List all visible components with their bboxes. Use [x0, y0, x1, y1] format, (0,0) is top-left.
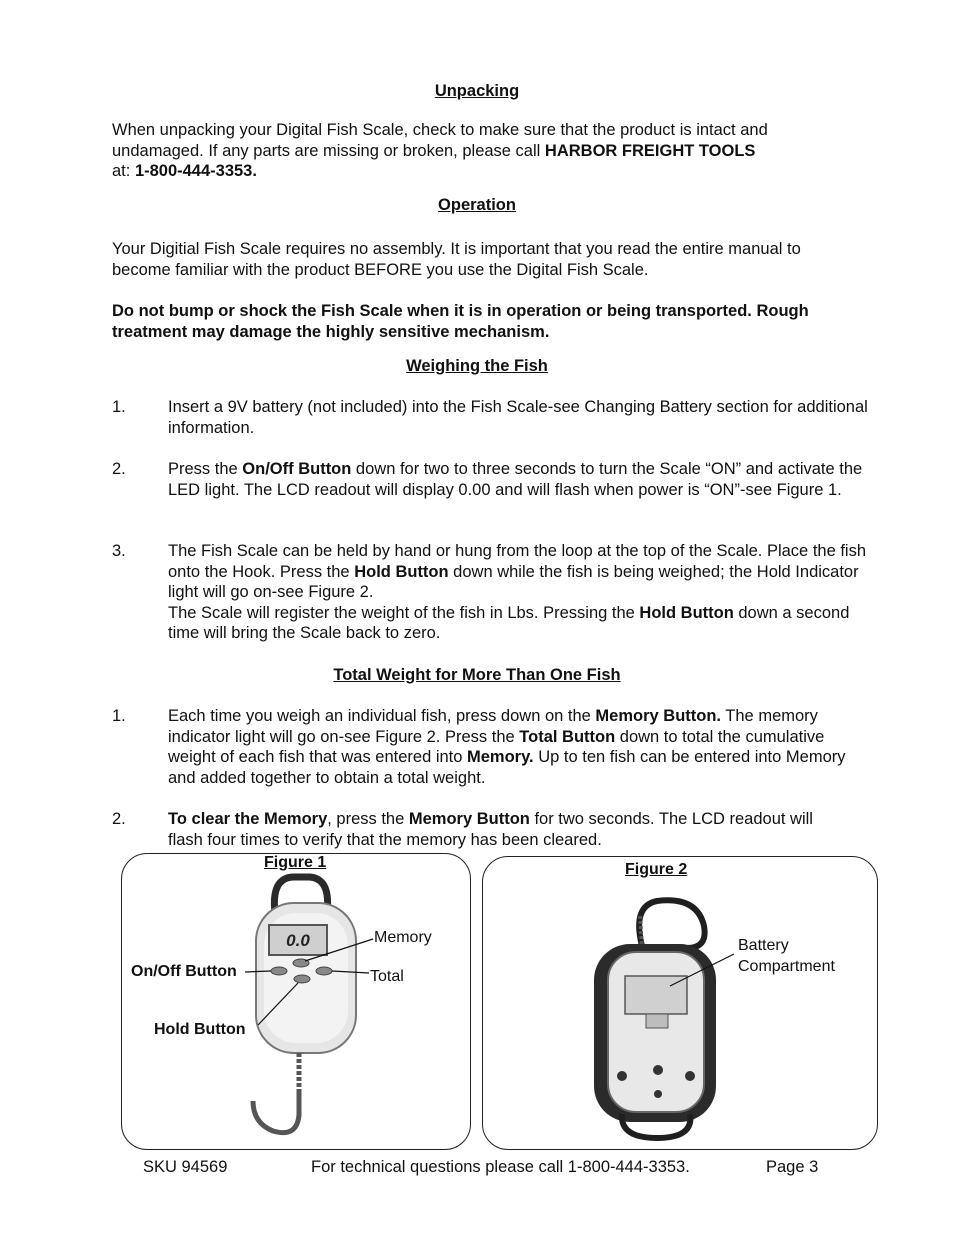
- total-step2-text: [168, 809, 828, 850]
- screw-4: [654, 1090, 662, 1098]
- battery-callout-line1: Battery: [738, 937, 789, 954]
- total2-b1: To clear the Memory: [168, 810, 328, 828]
- hold-button[interactable]: [294, 975, 310, 983]
- weighing-step2-number: 2.: [112, 460, 126, 478]
- weighing-step1-text: Insert a 9V battery (not included) into the Fish Scale-see Changing Battery section for additional information.: [168, 398, 868, 437]
- battery-latch: [646, 1014, 668, 1028]
- weighing-step2-text: [168, 459, 868, 500]
- step2-post: down for two to three seconds to turn the Scale “ON” and activate the LED light. The LCD readout will display 0.00 and will flash when power is “ON”-see Figure 1.: [168, 460, 863, 499]
- weighing-step3-number: 3.: [112, 542, 126, 560]
- onoff-button[interactable]: [271, 967, 287, 975]
- battery-callout-line2: Compartment: [738, 958, 835, 975]
- hook: [253, 1093, 299, 1133]
- screw-3: [685, 1071, 695, 1081]
- figure1-label: Figure 1: [264, 854, 327, 871]
- operation-warning: Do not bump or shock the Fish Scale when it is in operation or being transported. Rough treatment may damage the highly sensitive mechanism.: [112, 302, 809, 341]
- lcd-readout: 0.0: [286, 931, 310, 950]
- unpacking-paragraph: [112, 120, 852, 182]
- total-heading: Total Weight for More Than One Fish: [333, 666, 621, 684]
- step3-post2: down a second time will bring the Scale back to zero.: [168, 603, 850, 642]
- step2-bold: On/Off Button: [242, 460, 352, 478]
- total-step1-text: [168, 706, 868, 788]
- step3-pre2: The Scale will register the weight of the fish in Lbs. Pressing the: [168, 603, 640, 622]
- figure1-scale-illustration: [121, 853, 471, 1151]
- weighing-step1-number: 1.: [112, 398, 126, 416]
- top-hook: [639, 900, 704, 948]
- brand-name: HARBOR FREIGHT TOOLS: [544, 141, 756, 160]
- total1-e: Up to ten fish can be entered into Memory and added together to obtain a total weight.: [168, 748, 846, 787]
- total1-b3: Memory.: [467, 748, 534, 766]
- figure2-label: Figure 2: [625, 861, 688, 878]
- hold-callout: Hold Button: [154, 1021, 246, 1038]
- unpacking-text-at: at:: [112, 162, 135, 180]
- total-step2-number: 2.: [112, 810, 126, 828]
- total2-a: , press the: [327, 810, 409, 828]
- screw-2: [653, 1065, 663, 1075]
- weighing-heading: Weighing the Fish: [406, 357, 548, 375]
- screw-1: [617, 1071, 627, 1081]
- unpacking-phone: 1-800-444-3353.: [134, 162, 257, 180]
- step3-pre: The Fish Scale can be held by hand or hung from the loop at the top of the Scale. Place the fish onto the Hook. Press the: [168, 542, 867, 581]
- total1-b1: Memory Button.: [595, 707, 722, 725]
- step2-pre: Press the: [168, 460, 243, 478]
- total1-a: Each time you weigh an individual fish, press down on the: [168, 707, 596, 725]
- step3-mid: down while the fish is being weighed; the Hold Indicator light will go on-see Figure 2.: [168, 562, 859, 601]
- total2-c: for two seconds. The LCD readout will flash four times to verify that the memory has been cleared.: [168, 810, 813, 849]
- total-button[interactable]: [316, 967, 332, 975]
- battery-callout: [738, 935, 835, 977]
- total-callout: Total: [370, 968, 404, 985]
- footer-sku: SKU 94569: [143, 1158, 228, 1176]
- step3-bold1: Hold Button: [354, 562, 449, 581]
- footer-page: Page 3: [766, 1158, 819, 1176]
- total-step1-number: 1.: [112, 707, 126, 725]
- step3-bold2: Hold Button: [639, 603, 734, 622]
- operation-paragraph: Your Digitial Fish Scale requires no assembly. It is important that you read the entire manual to become familiar with the product BEFORE you use the Digital Fish Scale.: [112, 240, 801, 279]
- figure2-scale-back-illustration: [482, 856, 878, 1151]
- onoff-callout: On/Off Button: [131, 963, 237, 980]
- total1-b2: Total Button: [519, 727, 616, 746]
- total2-b2: Memory Button: [408, 810, 530, 828]
- total1-c: The memory indicator light will go on-see Figure 2. Press the: [168, 707, 818, 746]
- total1-d: down to total the cumulative weight of each fish that was entered into: [168, 727, 825, 766]
- unpacking-text: When unpacking your Digital Fish Scale, check to make sure that the product is intact and undamaged. If any parts are missing or broken, please call: [112, 121, 768, 160]
- weighing-step3-text: [168, 541, 868, 644]
- unpacking-heading: Unpacking: [434, 82, 520, 100]
- operation-heading: Operation: [438, 196, 516, 214]
- memory-callout: Memory: [374, 929, 432, 946]
- footer-contact: For technical questions please call 1-800-444-3353.: [311, 1158, 690, 1176]
